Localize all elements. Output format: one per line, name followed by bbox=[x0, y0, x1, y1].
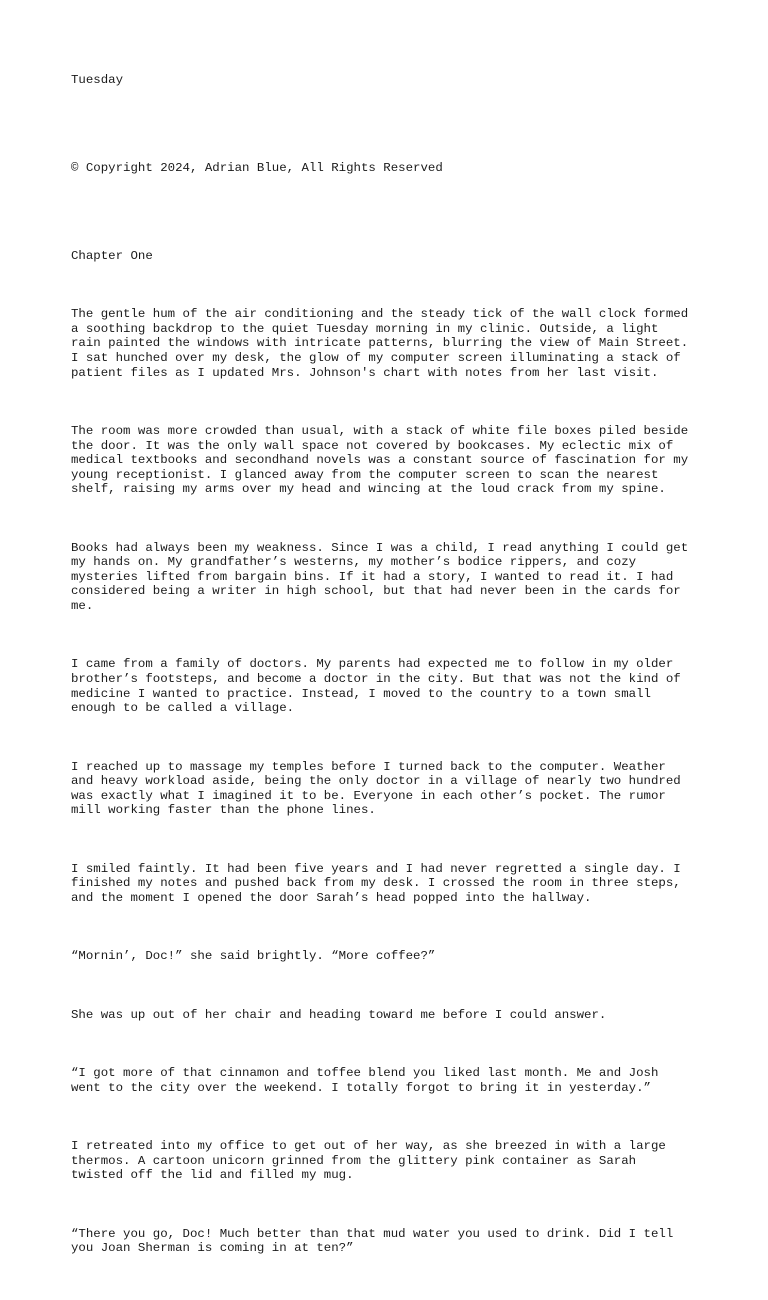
paragraph: I smiled faintly. It had been five years and I had never regretted a single day. I finished my notes and pushed back from my desk. I crossed the room in three steps, and the moment I opened the door Sarah’s head popped into the hallway. bbox=[71, 861, 681, 905]
chapter-body bbox=[71, 278, 688, 1300]
chapter-title: Chapter One bbox=[71, 249, 153, 263]
paragraph: She was up out of her chair and heading toward me before I could answer. bbox=[71, 1007, 607, 1022]
day-heading: Tuesday bbox=[71, 73, 124, 87]
paragraph: “Mornin’, Doc!” she said brightly. “More coffee?” bbox=[71, 949, 436, 964]
copyright-notice: © Copyright 2024, Adrian Blue, All Rights Reserved bbox=[71, 161, 443, 175]
paragraph: I reached up to massage my temples before I turned back to the computer. Weather and heavy workload aside, being the only doctor in a village of nearly two hundred was exactly what I imagined it to be. Everyone in each other’s pocket. The rumor mill working faster than the phone lines. bbox=[71, 759, 681, 818]
paragraph: The room was more crowded than usual, with a stack of white file boxes piled beside the door. It was the only wall space not covered by bookcases. My eclectic mix of medical textbooks and secondhand novels was a constant source of fascination for my young receptionist. I glanced away from the computer screen to scan the nearest shelf, raising my arms over my head and wincing at the loud crack from my spine. bbox=[71, 423, 689, 497]
paragraph: The gentle hum of the air conditioning and the steady tick of the wall clock formed a soothing backdrop to the quiet Tuesday morning in my clinic. Outside, a light rain painted the windows with intricate patterns, blurring the view of Main Street. I sat hunched over my desk, the glow of my computer screen illuminating a stack of patient files as I updated Mrs. Johnson's chart with notes from her last visit. bbox=[71, 307, 689, 380]
paragraph: I came from a family of doctors. My parents had expected me to follow in my older brother’s footsteps, and become a doctor in the city. But that was not the kind of medicine I wanted to practice. Instead, I moved to the country to a town small enough to be called a village. bbox=[71, 657, 681, 716]
paragraph: Books had always been my weakness. Since I was a child, I read anything I could get my hands on. My grandfather’s westerns, my mother’s bodice rippers, and cozy mysteries lifted from bargain bins. If it had a story, I wanted to read it. I had considered being a writer in high school, but that had never been in the cards for me. bbox=[71, 540, 689, 614]
paragraph: “I got more of that cinnamon and toffee blend you liked last month. Me and Josh went to the city over the weekend. I totally forgot to bring it in yesterday.” bbox=[71, 1066, 659, 1095]
paragraph: I retreated into my office to get out of her way, as she breezed in with a large thermos. A cartoon unicorn grinned from the glittery pink container as Sarah twisted off the lid and filled my mug. bbox=[71, 1139, 666, 1183]
paragraph: “There you go, Doc! Much better than that mud water you used to drink. Did I tell you Joan Sherman is coming in at ten?” bbox=[71, 1226, 674, 1256]
